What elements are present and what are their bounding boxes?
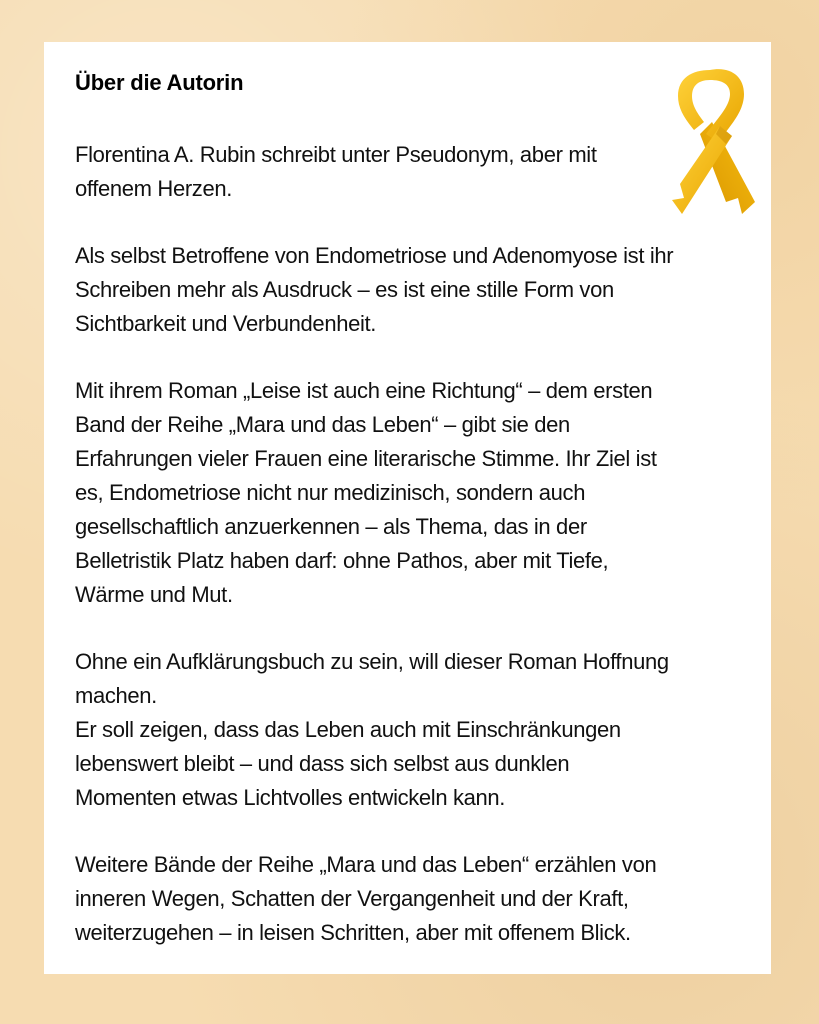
paragraph-intro: Florentina A. Rubin schreibt unter Pseudonym, aber mit offenem Herzen.: [75, 142, 597, 201]
paragraph-background: Als selbst Betroffene von Endometriose und Adenomyose ist ihr Schreiben mehr als Ausdruck – es ist eine stille Form von Sichtbarkeit und Verbundenheit.: [75, 243, 674, 336]
about-author-card: [44, 42, 771, 974]
paragraph-series: Weitere Bände der Reihe „Mara und das Leben“ erzählen von inneren Wegen, Schatten der Vergangenheit und der Kraft, weiterzugehen – in leisen Schritten, aber mit offenem Blick.: [75, 852, 657, 945]
paragraph-hope: Ohne ein Aufklärungsbuch zu sein, will dieser Roman Hoffnung machen. Er soll zeigen, dass das Leben auch mit Einschränkungen lebenswert bleibt – und dass sich selbst aus dunklen Momenten etwas Lichtvolles entwickeln kann.: [75, 649, 669, 810]
page-title: Über die Autorin: [75, 70, 244, 95]
awareness-ribbon-icon: [660, 64, 760, 219]
paragraph-novel: Mit ihrem Roman „Leise ist auch eine Richtung“ – dem ersten Band der Reihe „Mara und das Leben“ – gibt sie den Erfahrungen vieler Frauen eine literarische Stimme. Ihr Ziel ist es, Endometriose nicht nur medizinisch, sondern auch gesellschaftlich anzuerkennen – als Thema, das in der Belletristik Platz haben darf: ohne Pathos, aber mit Tiefe, Wärme und Mut.: [75, 378, 657, 607]
